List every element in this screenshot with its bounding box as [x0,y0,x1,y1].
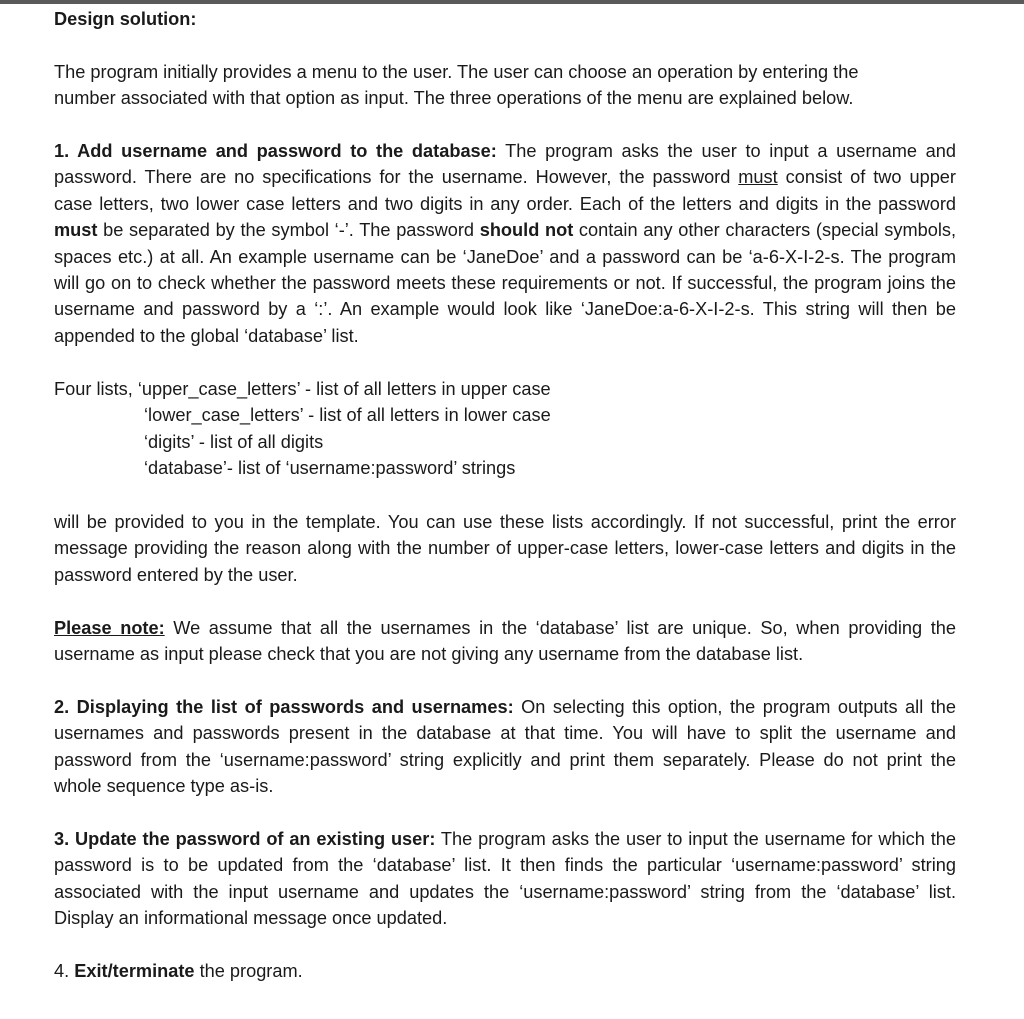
lists-line-2: ‘lower_case_letters’ - list of all letters in lower case [144,405,551,426]
option-1-must-underlined: must [738,167,778,188]
option-3-title: 3. Update the password of an existing user: [54,829,436,849]
option-3-paragraph [54,826,956,932]
option-4-bold: Exit/terminate [74,961,195,981]
option-2-title: 2. Displaying the list of passwords and usernames: [54,697,514,717]
note-text: We assume that all the usernames in the ‘database’ list are unique. So, when providing the username as input please check that you are not giving any username from the database list. [54,618,956,665]
intro-paragraph [54,59,956,112]
option-2-text: On selecting this option, the program outputs all the usernames and passwords present in the database at that time. You will have to split the username and password from the ‘username:password’ string explicitly and print them separately. Please do not print the whole sequence type as-is. [54,697,957,797]
option-1-text-c: be separated by the symbol ‘-’. The password [97,220,480,241]
lists-line-3: ‘digits’ - list of all digits [144,431,324,452]
intro-line-2: number associated with that option as input. The three operations of the menu are explained below. [54,88,854,109]
option-4-prefix: 4. [54,961,75,981]
lists-block [54,376,956,482]
option-4-paragraph [54,958,956,984]
option-3-text: The program asks the user to input the username for which the password is to be updated from the ‘database’ list. It then finds the particular ‘username:password’ string associated with the input username and updates the ‘username:password’ string from the ‘database’ list. Display an informational message once updated. [54,829,956,929]
option-1-text-b: consist of two upper case letters, two lower case letters and two digits in any order. Each of the letters and digits in the password [54,167,956,214]
provided-paragraph: will be provided to you in the template. You can use these lists accordingly. If not successful, print the error message providing the reason along with the number of upper-case letters, lower-case letters and digits in the password entered by the user. [54,512,956,585]
intro-line-1: The program initially provides a menu to the user. The user can choose an operation by entering the [54,62,859,82]
option-1-text-d: contain any other characters (special symbols, spaces etc.) at all. An example username can be ‘JaneDoe’ and a password can be ‘a-6-X-I-2-s. The program will go on to check whether the password meets these requirements or not. If successful, the program joins the username and password by a ‘:’. An example would look like ‘JaneDoe:a-6-X-I-2-s. This string will then be appended to the global ‘database’ list. [54,220,957,346]
lists-line-4: ‘database’- list of ‘username:password’ strings [144,458,516,479]
option-1-must-bold: must [54,220,98,241]
option-1-title: 1. Add username and password to the database: [54,141,497,161]
option-2-paragraph [54,694,956,800]
note-label: Please note: [54,618,165,638]
option-1-paragraph [54,138,956,349]
option-1-text-a: The program asks the user to input a username and password. There are no specifications for the username. However, the password [54,141,956,188]
top-border [0,0,1024,4]
note-paragraph [54,615,956,668]
option-4-suffix: the program. [194,961,303,981]
section-heading: Design solution: [54,9,197,29]
lists-line-1: Four lists, ‘upper_case_letters’ - list of all letters in upper case [54,379,551,399]
option-1-should-not: should not [479,220,574,241]
